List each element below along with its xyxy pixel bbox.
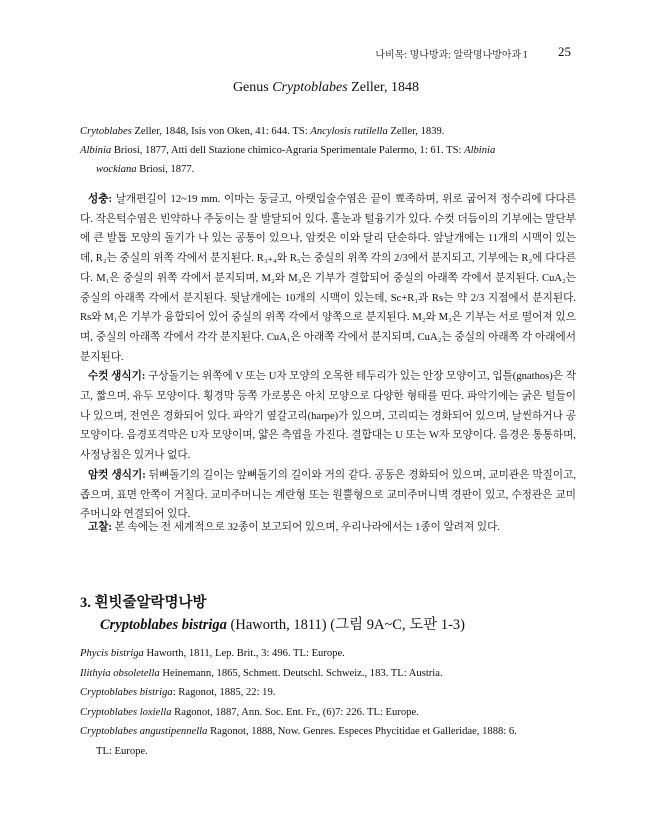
reference-type-locality: TL: Europe. (96, 745, 148, 757)
synonym-entry (80, 141, 572, 160)
male-genitalia-label: 수컷 생식기 (88, 371, 142, 383)
genus-prefix: Genus (232, 80, 269, 95)
reference-citation: Ragonot, 1887, Ann. Soc. Ent. Fr., (6)7: 226. TL: Europe. (174, 706, 419, 718)
reference-name: Phycis bistriga (80, 648, 144, 659)
reference-entry (80, 683, 580, 703)
reference-citation: : Ragonot, 1885, 22: 19. (172, 687, 276, 698)
adult-text: 날개편길이 12~19 mm. 이마는 둥글고, 아랫입술수염은 끝이 뾰족하며, 위로 굽어져 정수리에 다다른다. 작은턱수염은 빈약하나 주둥이는 잘 발달되어 있다. 홑눈과 털융기가 있다. 수컷 더듬이의 기부에는 말단부에 큰 발톱 모양의 돌기가 나 있는 공통이 있으나, 암컷은 이와 달리 단순하다. 앞날개에는 11개의 시맥이 있는데, R₂는 중실의 위쪽 각에서 분지된다. R₃₊₄와 R₅는 중실의 위쪽 각의 2/3에서 분지되고, 기부에는 R₂에 다다른다. M₁은 중실의 위쪽 각에서 분지되며, M₂와 M₃은 기부가 결합되어 중실의 아래쪽 각에서 분지된다. CuA₂는 중실의 아래쪽 각에서 분지된다. 뒷날개에는 10개의 시맥이 있는데, Sc+R₁과 Rs는 약 2/3 지점에서 분지된다. Rs와 M₁은 기부가 융합되어 있어 중실의 위쪽 각에서 양쪽으로 분지된다. M₂와 M₃은 기부는 서로 떨어져 있으며, 중실의 아래쪽 각에서 각각 분지된다. CuA₁은 아래쪽 각에서 분지되며, CuA₂는 중실의 아래쪽 각 아래에서 분지된다. (80, 194, 576, 363)
synonym-name: Crytoblabes (80, 126, 132, 137)
adult-label: 성충 (88, 194, 109, 205)
species-heading-line2 (80, 614, 580, 636)
type-species-author: Zeller, 1839. (390, 126, 445, 137)
synonym-entry (80, 122, 572, 141)
male-genitalia-text: 구상돌기는 위쪽에 V 또는 U자 모양의 오목한 테두리가 있는 안장 모양이고, 입틀(gnathos)은 작고, 짧으며, 유두 모양이다. 횡경막 등쪽 가로봉은 아치 모양으로 다양한 형태를 띤다. 파악기에는 굵은 털들이 나 있으며, 전연은 경화되어 있다. 파악기 옆갈고리(harpe)가 있으며, 고리띠는 경화되어 있으며, 날씬하거나 공 모양이다. 음경포격막은 U자 모양이며, 얇은 측엽을 가진다. 결합대는 U 또는 W자 모양이다. 음경은 통통하며, 사정낭침은 있거나 없다. (80, 371, 576, 462)
synonym-continuation (80, 160, 572, 179)
genus-author: Zeller, 1848 (351, 80, 420, 95)
synonym-name: Albinia (80, 145, 112, 156)
female-genitalia-label: 암컷 생식기 (88, 469, 143, 481)
species-heading-line1 (80, 592, 580, 614)
reference-name: Cryptoblabes angustipennella (80, 726, 208, 737)
reference-name: Cryptoblabes loxiella (80, 706, 172, 718)
synonym-citation: Zeller, 1848, Isis von Oken, 41: 644. TS: (134, 126, 308, 137)
male-genitalia-paragraph: 수컷 생식기: 구상돌기는 위쪽에 V 또는 U자 모양의 오목한 테두리가 있는 안장 모양이고, 입틀(gnathos)은 작고, 짧으며, 유두 모양이다. 횡경막 등쪽 가로봉은 아치 모양으로 다양한 형태를 띤다. 파악기에는 굵은 털들이 나 있으며, 전연은 경화되어 있다. 파악기 옆갈고리(harpe)가 있으며, 고리띠는 경화되어 있으며, 날씬하거나 공 모양이다. 음경포격막은 U자 모양이며, 얇은 측엽을 가진다. 결합대는 U 또는 W자 모양이다. 음경은 통통하며, 사정낭침은 있거나 없다. (80, 371, 576, 462)
genus-heading (0, 80, 652, 96)
type-species: Albinia (464, 145, 496, 156)
reference-name: Cryptoblabes bistriga (80, 687, 173, 698)
reference-citation: Ragonot, 1888, Now. Genres. Especes Phycitidae et Galleridae, 1888: 6. (210, 726, 517, 737)
synonym-citation: Briosi, 1877, Atti dell Stazione chimico-Agraria Sperimentale Palermo, 1: 61. TS: (113, 145, 462, 156)
genus-name: Cryptoblabes (272, 80, 348, 95)
species-number: 3. (80, 595, 91, 611)
species-author: (Haworth, 1811) (230, 617, 327, 633)
page-number: 25 (558, 44, 571, 59)
reference-entry (80, 644, 580, 664)
reference-entry (80, 722, 580, 742)
species-scientific-name: Cryptoblabes bistriga (100, 617, 227, 633)
running-title: 나비목: 명나방과: 알락명나방아과 I (375, 50, 527, 61)
synonym-list (80, 122, 572, 179)
remarks-text: 본 속에는 전 세계적으로 32종이 보고되어 있으며, 우리나라에서는 1종이 알려져 있다. (114, 522, 501, 533)
type-species-author: Briosi, 1877. (139, 164, 195, 175)
remarks-section (80, 518, 576, 538)
page-header (80, 46, 571, 62)
type-species: Ancylosis rutilella (310, 126, 388, 137)
figure-reference: (그림 9A~C, 도판 1-3) (330, 617, 466, 633)
reference-entry (80, 703, 580, 723)
adult-paragraph: 성충: 날개편길이 12~19 mm. 이마는 둥글고, 아랫입술수염은 끝이 뾰족하며, 위로 굽어져 정수리에 다다른다. 작은턱수염은 빈약하나 주둥이는 잘 발달되어 있다. 홑눈과 털융기가 있다. 수컷 더듬이의 기부에는 말단부에 큰 발톱 모양의 돌기가 나 있는 공통이 있으나, 암컷은 이와 달리 단순하다. 앞날개에는 11개의 시맥이 있는데, R₂는 중실의 위쪽 각에서 분지된다. R₃₊₄와 R₅는 중실의 위쪽 각의 2/3에서 분지되고, 기부에는 R₂에 다다른다. M₁은 중실의 위쪽 각에서 분지되며, M₂와 M₃은 기부가 결합되어 중실의 아래쪽 각에서 분지된다. CuA₂는 중실의 아래쪽 각에서 분지된다. 뒷날개에는 10개의 시맥이 있는데, Sc+R₁과 Rs는 약 2/3 지점에서 분지된다. Rs와 M₁은 기부가 융합되어 있어 중실의 위쪽 각에서 양쪽으로 분지된다. M₂와 M₃은 기부는 서로 떨어져 있으며, 중실의 아래쪽 각에서 각각 분지된다. CuA₁은 아래쪽 각에서 분지되며, CuA₂는 중실의 아래쪽 각 아래에서 분지된다. (80, 194, 576, 363)
female-genitalia-text: 뒤뼈돌기의 길이는 앞뼈돌기의 길이와 거의 같다. 공동은 경화되어 있으며, 교미관은 막질이고, 좁으며, 표면 안쪽이 거칠다. 교미주머니는 계란형 또는 원뿔형으로 교미주머니벽 경판이 있고, 수정관은 교미주머니와 연결되어 있다. (80, 469, 576, 521)
reference-name: Ilithyia obsoletella (80, 667, 160, 679)
description-section (80, 190, 576, 525)
species-references (80, 644, 580, 761)
species-heading (80, 592, 580, 636)
species-korean-name: 흰빗줄알락명나방 (94, 595, 207, 611)
reference-entry (80, 664, 580, 684)
reference-citation: Haworth, 1811, Lep. Brit., 3: 496. TL: Europe. (146, 648, 345, 659)
female-genitalia-paragraph: 암컷 생식기: 뒤뼈돌기의 길이는 앞뼈돌기의 길이와 거의 같다. 공동은 경화되어 있으며, 교미관은 막질이고, 좁으며, 표면 안쪽이 거칠다. 교미주머니는 계란형 또는 원뿔형으로 교미주머니벽 경판이 있고, 수정관은 교미주머니와 연결되어 있다. (80, 469, 576, 521)
reference-continuation (80, 742, 580, 762)
type-species-epithet: wockiana (96, 164, 137, 175)
remarks-paragraph: 고찰: 본 속에는 전 세계적으로 32종이 보고되어 있으며, 우리나라에서는 1종이 알려져 있다. (88, 522, 501, 533)
reference-citation: Heinemann, 1865, Schmett. Deutschl. Schweiz., 183. TL: Austria. (162, 667, 443, 679)
remarks-label: 고찰 (88, 522, 109, 533)
